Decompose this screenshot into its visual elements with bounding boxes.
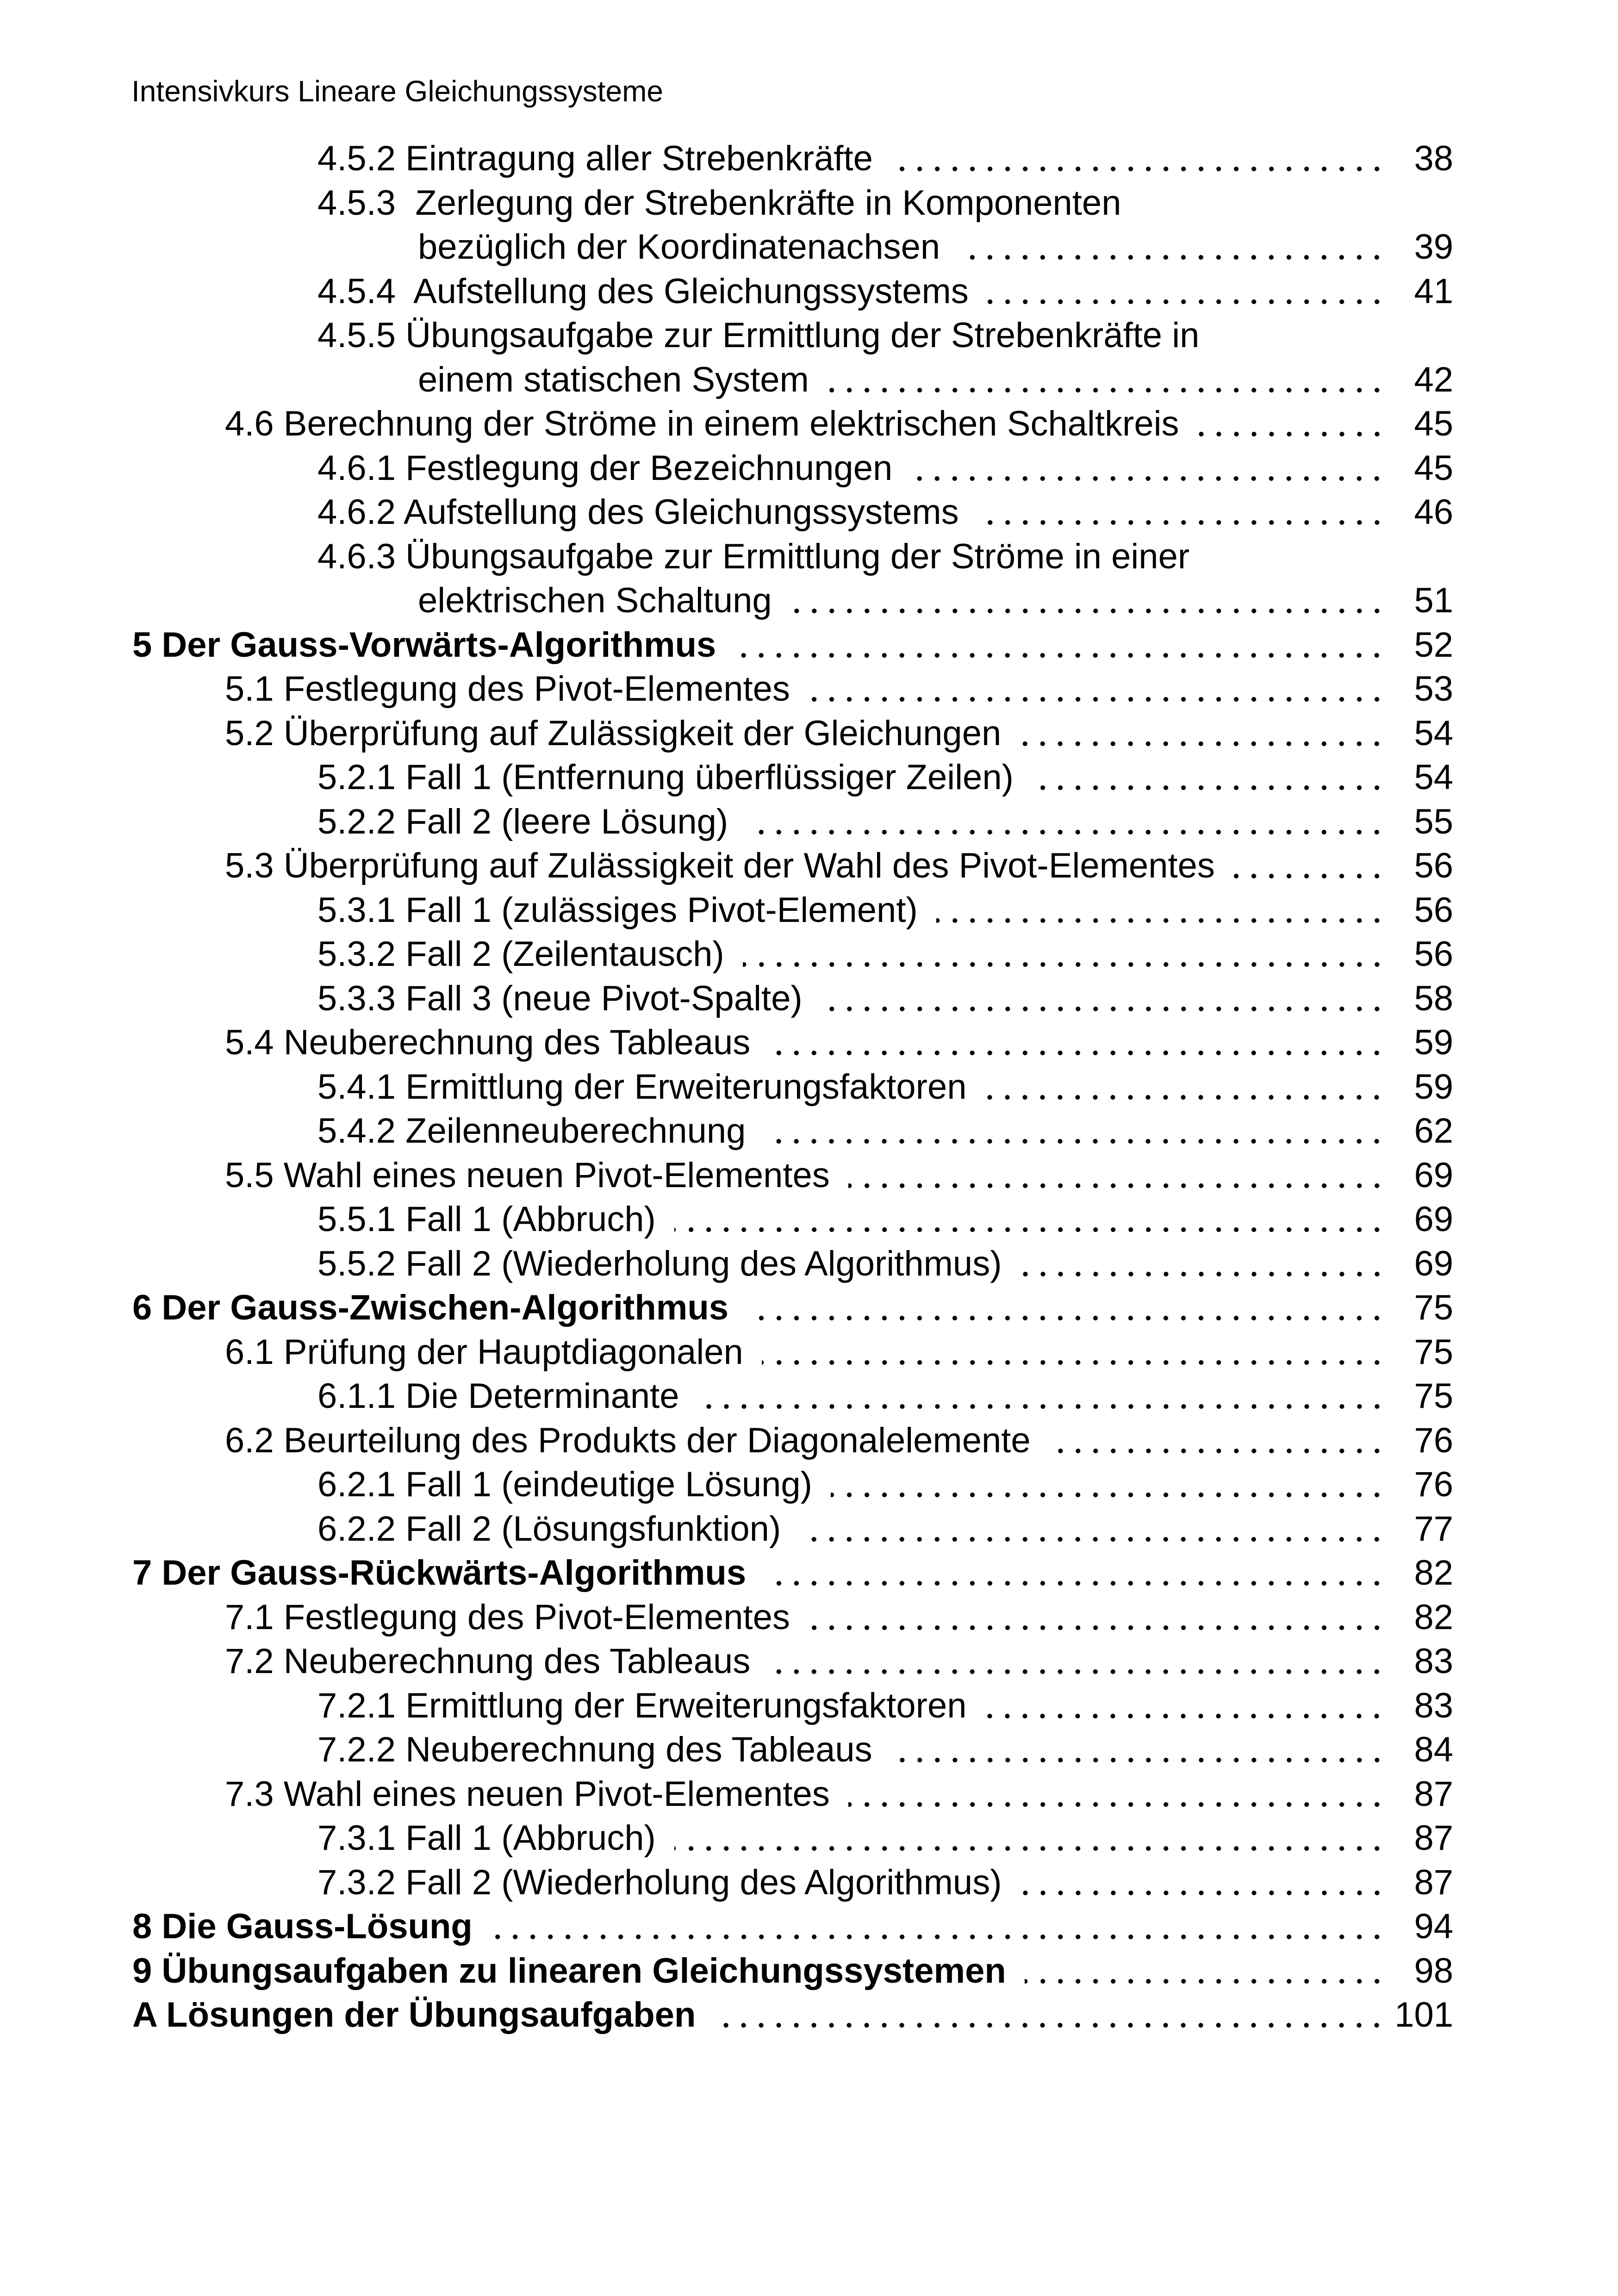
toc-entry[interactable] [132, 1595, 1453, 1640]
toc-entry[interactable] [132, 1419, 1453, 1463]
toc-page-number: 41 [1414, 271, 1453, 311]
toc-entry-title: 5.3 Überprüfung auf Zulässigkeit der Wahl des Pivot-Elementes [225, 846, 1215, 885]
toc-entry-title: 4.6 Berechnung der Ströme in einem elektrischen Schaltkreis [225, 404, 1179, 443]
toc-entry[interactable] [132, 667, 1453, 711]
toc-entry[interactable] [132, 313, 1453, 358]
dot-leader [743, 932, 1386, 977]
toc-page-number: 76 [1414, 1420, 1453, 1460]
toc-page-number: 83 [1414, 1642, 1453, 1681]
toc-entry-title: 4.6.1 Festlegung der Bezeichnungen [317, 448, 893, 488]
dot-leader [985, 1684, 1386, 1728]
toc-page-number: 77 [1414, 1509, 1453, 1549]
toc-entry[interactable] [132, 1462, 1453, 1507]
toc-entry-title: 7.3 Wahl eines neuen Pivot-Elementes [225, 1774, 830, 1814]
toc-entry[interactable] [132, 1904, 1453, 1949]
toc-entry-title: 5.3.3 Fall 3 (neue Pivot-Spalte) [317, 978, 803, 1018]
dot-leader [714, 1993, 1386, 2037]
toc-entry[interactable] [132, 1816, 1453, 1860]
dot-leader [747, 800, 1386, 844]
toc-entry-title: 7.3.2 Fall 2 (Wiederholung des Algorithmus) [317, 1862, 1002, 1902]
toc-page-number: 62 [1414, 1111, 1453, 1151]
toc-entry-title: 7.2.2 Neuberechnung des Tableaus [317, 1730, 872, 1769]
toc-entry[interactable] [132, 1286, 1453, 1330]
toc-entry-title: 5.5.2 Fall 2 (Wiederholung des Algorithmus) [317, 1244, 1002, 1283]
toc-page-number: 51 [1414, 581, 1453, 620]
dot-leader [1021, 1860, 1386, 1905]
dot-leader [1049, 1419, 1386, 1463]
toc-page-number: 54 [1414, 713, 1453, 753]
toc-entry[interactable] [132, 1109, 1453, 1153]
toc-entry-title: 4.6.2 Aufstellung des Gleichungssystems [317, 492, 959, 532]
toc-entry-title: 5.3.2 Fall 2 (Zeilentausch) [317, 934, 724, 974]
toc-page-number: 83 [1414, 1686, 1453, 1725]
dot-leader [936, 888, 1386, 933]
toc-page-number: 52 [1414, 625, 1453, 665]
toc-entry[interactable] [132, 535, 1453, 579]
toc-entry[interactable] [132, 1728, 1453, 1772]
toc-page-number: 87 [1414, 1774, 1453, 1814]
toc-entry-continuation[interactable] [132, 579, 1453, 623]
toc-entry-title: 8 Die Gauss-Lösung [132, 1907, 473, 1946]
toc-entry[interactable] [132, 888, 1453, 933]
dot-leader [821, 977, 1386, 1021]
dot-leader [1198, 402, 1386, 446]
dot-leader [977, 490, 1386, 535]
toc-entry[interactable] [132, 1020, 1453, 1065]
toc-entry-title: 4.5.3 Zerlegung der Strebenkräfte in Komponenten [317, 183, 1121, 223]
toc-entry[interactable] [132, 1949, 1453, 1993]
toc-page-number: 75 [1414, 1288, 1453, 1327]
dot-leader [769, 1020, 1386, 1065]
toc-entry-title: 5.2.2 Fall 2 (leere Lösung) [317, 802, 728, 841]
toc-entry-title: 6 Der Gauss-Zwischen-Algorithmus [132, 1288, 729, 1327]
toc-entry-title: 5 Der Gauss-Vorwärts-Algorithmus [132, 625, 716, 665]
toc-page-number: 53 [1414, 669, 1453, 709]
toc-entry[interactable] [132, 402, 1453, 446]
toc-page-number: 82 [1414, 1553, 1453, 1593]
toc-entry-title: 7.2 Neuberechnung des Tableaus [225, 1642, 751, 1681]
dot-leader [674, 1197, 1386, 1242]
toc-page-number: 101 [1394, 1995, 1453, 2035]
toc-entry-continuation[interactable] [132, 225, 1453, 269]
dot-leader [765, 1551, 1386, 1595]
toc-page-number: 42 [1414, 360, 1453, 399]
toc-entry-title: 7.2.1 Ermittlung der Erweiterungsfaktoren [317, 1686, 967, 1725]
toc-entry-title: 6.1.1 Die Determinante [317, 1376, 679, 1416]
toc-page-number: 38 [1414, 139, 1453, 178]
toc-page-number: 55 [1414, 802, 1453, 841]
toc-entry[interactable] [132, 269, 1453, 314]
toc-entry[interactable] [132, 1860, 1453, 1905]
dot-leader [891, 137, 1386, 181]
toc-entry[interactable] [132, 800, 1453, 844]
toc-page-number: 75 [1414, 1332, 1453, 1372]
dot-leader [1233, 844, 1386, 888]
dot-leader [809, 667, 1386, 711]
toc-entry-title: 5.4.2 Zeilenneuberechnung [317, 1111, 746, 1151]
dot-leader [734, 623, 1386, 667]
toc-entry[interactable] [132, 1197, 1453, 1242]
toc-entry[interactable] [132, 1242, 1453, 1286]
toc-entry-title: 5.4.1 Ermittlung der Erweiterungsfaktoren [317, 1067, 967, 1107]
dot-leader [769, 1639, 1386, 1684]
toc-entry-title: 5.4 Neuberechnung des Tableaus [225, 1023, 751, 1062]
toc-entry-title: A Lösungen der Übungsaufgaben [132, 1995, 696, 2035]
toc-entry-title: 5.2 Überprüfung auf Zulässigkeit der Gleichungen [225, 713, 1002, 753]
toc-entry[interactable] [132, 1639, 1453, 1684]
toc-entry[interactable] [132, 1772, 1453, 1817]
toc-page-number: 69 [1414, 1244, 1453, 1283]
toc-entry-title: 5.5 Wahl eines neuen Pivot-Elementes [225, 1155, 830, 1195]
toc-page-number: 56 [1414, 890, 1453, 930]
toc-entry[interactable] [132, 490, 1453, 535]
toc-entry-title: 9 Übungsaufgaben zu linearen Gleichungssystemen [132, 1951, 1006, 1991]
toc-entry-title: elektrischen Schaltung [418, 581, 772, 620]
toc-page-number: 75 [1414, 1376, 1453, 1416]
toc-entry-title: 5.1 Festlegung des Pivot-Elementes [225, 669, 790, 709]
toc-entry-title: 5.2.1 Fall 1 (Entfernung überflüssiger Zeilen) [317, 758, 1014, 797]
toc-entry-title: 6.2.1 Fall 1 (eindeutige Lösung) [317, 1465, 812, 1504]
toc-entry-title: 6.2.2 Fall 2 (Lösungsfunktion) [317, 1509, 781, 1549]
dot-leader [828, 358, 1386, 402]
toc-entry-title: bezüglich der Koordinatenachsen [418, 227, 940, 267]
toc-page-number: 59 [1414, 1067, 1453, 1107]
toc-page-number: 56 [1414, 934, 1453, 974]
toc-entry-continuation[interactable] [132, 358, 1453, 402]
toc-page-number: 54 [1414, 758, 1453, 797]
toc-entry[interactable] [132, 1330, 1453, 1375]
toc-page-number: 45 [1414, 404, 1453, 443]
dot-leader [674, 1816, 1386, 1860]
dot-leader [1032, 755, 1386, 800]
dot-leader [958, 225, 1386, 269]
toc-page-number: 87 [1414, 1862, 1453, 1902]
dot-leader [1025, 1949, 1386, 1993]
toc-entry[interactable] [132, 1065, 1453, 1109]
toc-page-number: 45 [1414, 448, 1453, 488]
toc-entry[interactable] [132, 446, 1453, 491]
toc-page-number: 98 [1414, 1951, 1453, 1991]
dot-leader [1020, 711, 1386, 756]
toc-entry-title: 5.3.1 Fall 1 (zulässiges Pivot-Element) [317, 890, 918, 930]
toc-entry[interactable] [132, 1507, 1453, 1551]
toc-entry-title: einem statischen System [418, 360, 809, 399]
toc-entry-title: 7 Der Gauss-Rückwärts-Algorithmus [132, 1553, 747, 1593]
toc-page-number: 82 [1414, 1597, 1453, 1637]
toc-entry[interactable] [132, 711, 1453, 756]
running-header: Intensivkurs Lineare Gleichungssysteme [131, 75, 663, 108]
toc-entry-title: 4.6.3 Übungsaufgabe zur Ermittlung der Ströme in einer [317, 536, 1190, 576]
toc-page-number: 87 [1414, 1818, 1453, 1858]
toc-entry[interactable] [132, 1374, 1453, 1419]
toc-entry-title: 6.2 Beurteilung des Produkts der Diagonalelemente [225, 1420, 1031, 1460]
dot-leader [799, 1507, 1386, 1551]
toc-page-number: 84 [1414, 1730, 1453, 1769]
toc-entry[interactable] [132, 181, 1453, 225]
toc-entry[interactable] [132, 137, 1453, 181]
toc-page-number: 69 [1414, 1200, 1453, 1239]
dot-leader [848, 1153, 1386, 1198]
dot-leader [831, 1462, 1386, 1507]
toc-entry-title: 4.5.4 Aufstellung des Gleichungssystems [317, 271, 969, 311]
toc-entry[interactable] [132, 932, 1453, 977]
toc-page-number: 94 [1414, 1907, 1453, 1946]
toc-entry[interactable] [132, 755, 1453, 800]
dot-leader [764, 1109, 1386, 1153]
dot-leader [848, 1772, 1386, 1817]
toc-entry[interactable] [132, 844, 1453, 888]
toc-page-number: 39 [1414, 227, 1453, 267]
toc-entry-title: 7.1 Festlegung des Pivot-Elementes [225, 1597, 790, 1637]
toc-entry[interactable] [132, 977, 1453, 1021]
toc-entry[interactable] [132, 1551, 1453, 1595]
toc-entry[interactable] [132, 1993, 1453, 2037]
dot-leader [987, 269, 1386, 314]
toc-page-number: 76 [1414, 1465, 1453, 1504]
toc-entry[interactable] [132, 1153, 1453, 1198]
toc-entry[interactable] [132, 623, 1453, 667]
dot-leader [790, 579, 1386, 623]
dot-leader [698, 1374, 1386, 1419]
toc-entry-title: 7.3.1 Fall 1 (Abbruch) [317, 1818, 656, 1858]
dot-leader [762, 1330, 1386, 1375]
toc-entry[interactable] [132, 1684, 1453, 1728]
toc-page-number: 58 [1414, 978, 1453, 1018]
toc-entry-title: 4.5.2 Eintragung aller Strebenkräfte [317, 139, 873, 178]
toc-entry-title: 4.5.5 Übungsaufgabe zur Ermittlung der Strebenkräfte in [317, 316, 1200, 355]
toc-entry-title: 6.1 Prüfung der Hauptdiagonalen [225, 1332, 743, 1372]
toc-page-number: 46 [1414, 492, 1453, 532]
dot-leader [491, 1904, 1386, 1949]
dot-leader [1021, 1242, 1386, 1286]
dot-leader [809, 1595, 1386, 1640]
toc-page-number: 59 [1414, 1023, 1453, 1062]
toc-page-number: 56 [1414, 846, 1453, 885]
table-of-contents [132, 137, 1453, 2037]
dot-leader [747, 1286, 1386, 1330]
toc-page-number: 69 [1414, 1155, 1453, 1195]
dot-leader [911, 446, 1386, 491]
dot-leader [985, 1065, 1386, 1109]
toc-entry-title: 5.5.1 Fall 1 (Abbruch) [317, 1200, 656, 1239]
dot-leader [891, 1728, 1386, 1772]
